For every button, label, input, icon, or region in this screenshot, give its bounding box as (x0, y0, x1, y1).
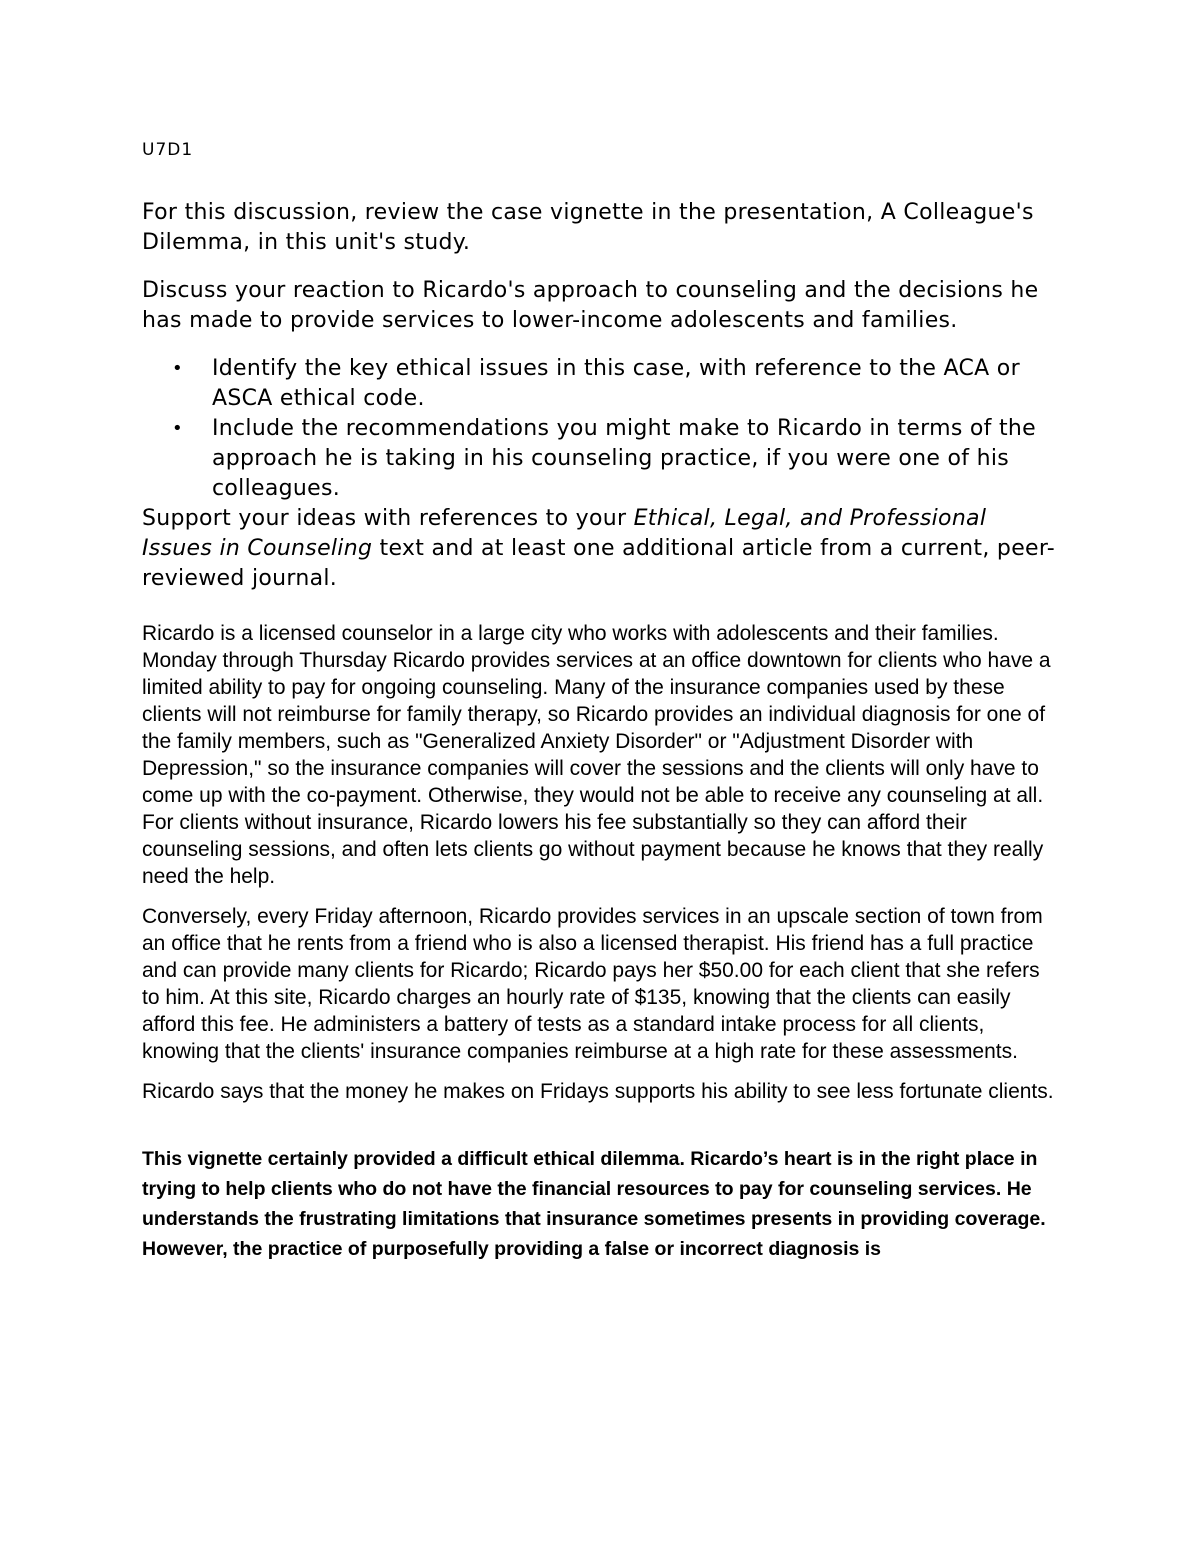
bullet-icon: • (172, 418, 183, 440)
textbook-title: Ethical, Legal, and Professional Issues in Counseling (142, 506, 987, 562)
prompt-paragraph-1: For this discussion, review the case vignette in the presentation, A Colleague's Dilemma, in this unit's study. (142, 200, 1034, 256)
prompt-paragraph-2: Discuss your reaction to Ricardo's approach to counseling and the decisions he has made to provide services to lower-income adolescents and families. (142, 278, 1039, 334)
bullet-icon: • (172, 358, 183, 380)
vignette-paragraph-2: Conversely, every Friday afternoon, Ricardo provides services in an upscale section of town from an office that he rents from a friend who is also a licensed therapist. His friend has a full practice and can provide many clients for Ricardo; Ricardo pays her $50.00 for each client that she refers to him. At this site, Ricardo charges an hourly rate of $135, knowing that the clients can easily afford this fee. He administers a battery of tests as a standard intake process for all clients, knowing that the clients' insurance companies reimburse at a high rate for these assessments. (142, 905, 1043, 1064)
vignette-paragraph-3: Ricardo says that the money he makes on Fridays supports his ability to see less fortunate clients. (142, 1080, 1054, 1104)
prompt-bullet-text: Identify the key ethical issues in this case, with reference to the ACA or ASCA ethical code. (212, 356, 1020, 412)
prompt-bullet-item (172, 414, 1062, 504)
document-content (142, 140, 1062, 1264)
support-instructions (142, 504, 1062, 594)
prompt-bullet-list (142, 354, 1062, 504)
document-title: U7D1 (142, 140, 194, 160)
prompt-bullet-item (172, 354, 1062, 414)
support-text-start: Support your ideas with references to your (142, 506, 634, 532)
prompt-bullet-text: Include the recommendations you might make to Ricardo in terms of the approach he is taking in his counseling practice, if you were one of his colleagues. (212, 416, 1036, 502)
response-paragraph: This vignette certainly provided a difficult ethical dilemma. Ricardo’s heart is in the right place in trying to help clients who do not have the financial resources to pay for counseling services. He understands the frustrating limitations that insurance sometimes presents in providing coverage. However, the practice of purposefully providing a false or incorrect diagnosis is (142, 1148, 1046, 1261)
support-text-end: text and at least one additional article from a current, peer-reviewed journal. (142, 536, 1056, 592)
vignette-paragraph-1: Ricardo is a licensed counselor in a large city who works with adolescents and their families. Monday through Thursday Ricardo provides services at an office downtown for clients who have a limited ability to pay for ongoing counseling. Many of the insurance companies used by these clients will not reimburse for family therapy, so Ricardo provides an individual diagnosis for one of the family members, such as "Generalized Anxiety Disorder" or "Adjustment Disorder with Depression," so the insurance companies will cover the sessions and the clients will only have to come up with the co-payment. Otherwise, they would not be able to receive any counseling at all. For clients without insurance, Ricardo lowers his fee substantially so they can afford their counseling sessions, and often lets clients go without payment because he knows that they really need the help. (142, 622, 1051, 889)
